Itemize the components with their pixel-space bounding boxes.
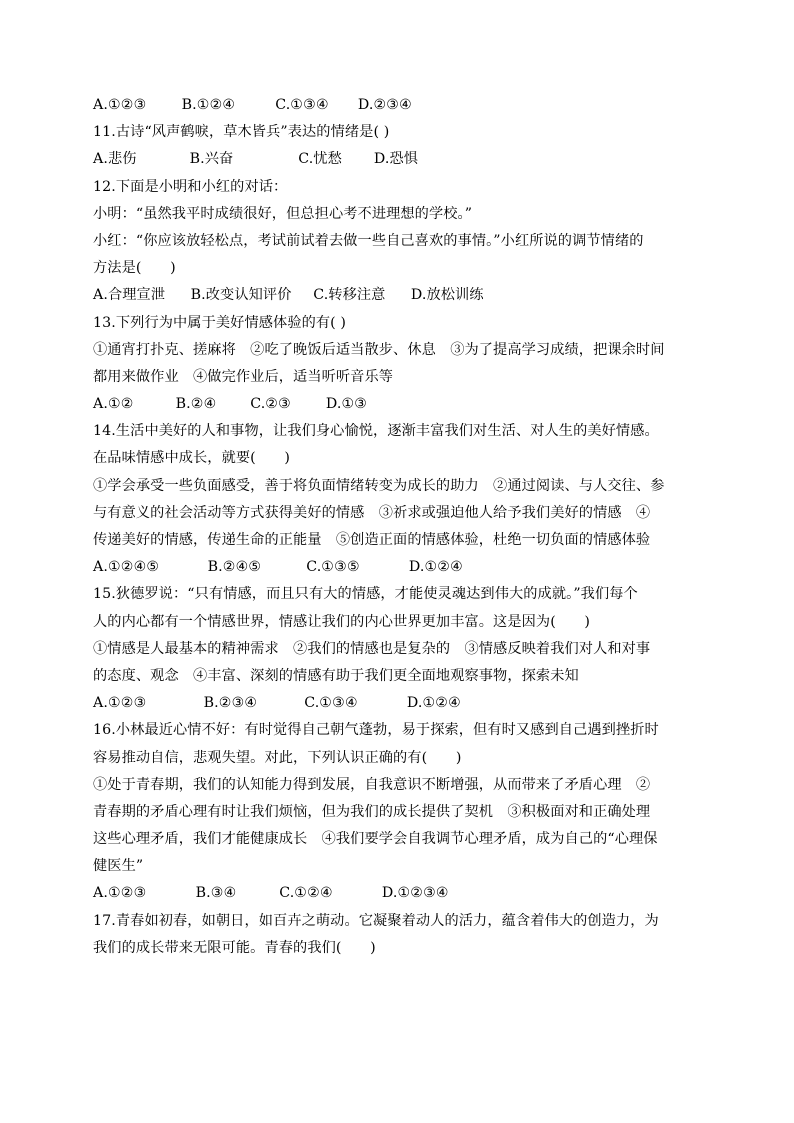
option-b: B.②③④ (203, 695, 258, 712)
option-d: D.①②④ (406, 695, 461, 712)
dialogue-xiaohong: 小红：“你应该放轻松点，考试前试着去做一些自己喜欢的事情。”小红所说的调节情绪的 (93, 232, 644, 249)
option-b: B.①②④ (181, 97, 236, 113)
option-c: C.①③④ (304, 695, 358, 712)
option-d: D.①③ (325, 396, 368, 413)
question-14-items-2: 与有意义的社会活动等方式获得美好的情感 ③祈求或强迫他人给予我们美好的情感 ④ (93, 504, 651, 521)
option-a: A.合理宣泄 (93, 287, 166, 304)
question-14-items-3: 传递美好的情感，传递生命的正能量 ⑤创造正面的情感体验，杜绝一切负面的情感体验 (93, 532, 651, 548)
question-16-items-2: 青春期的矛盾心理有时让我们烦恼，但为我们的成长提供了契机 ③积极面对和正确处理 (93, 803, 651, 820)
option-b: B.改变认知评价 (190, 287, 292, 304)
question-13: 13.下列行为中属于美好情感体验的有( ) (93, 314, 347, 331)
option-d: D.①②③④ (381, 885, 449, 902)
question-14-stem: 在品味情感中成长，就要( ) (93, 450, 291, 467)
options-q13 (93, 391, 713, 418)
question-17-stem: 我们的成长带来无限可能。青春的我们( ) (93, 939, 376, 956)
question-15-stem: 人的内心都有一个情感世界，情感让我们的内心世界更加丰富。这是因为( ) (93, 613, 591, 630)
option-c: C.①③⑤ (306, 559, 360, 576)
option-b: B.②④⑤ (207, 559, 262, 576)
question-17: 17.青春如初春，如朝日，如百卉之萌动。它凝聚着动人的活力，蕴含着伟大的创造力，为 (93, 912, 659, 929)
option-a: A.悲伤 (93, 151, 137, 168)
options-q10 (93, 92, 713, 119)
option-c: C.②③ (250, 396, 291, 413)
options-q15 (93, 690, 713, 717)
option-a: A.①②④⑤ (93, 559, 160, 576)
question-16-stem: 容易推动自信，悲观失望。对此，下列认识正确的有( ) (93, 749, 462, 766)
option-c: C.忧愁 (298, 151, 342, 168)
option-b: B.②④ (175, 396, 217, 413)
option-d: D.放松训练 (410, 287, 484, 304)
question-12: 12.下面是小明和小红的对话： (93, 178, 288, 195)
options-q16 (93, 880, 713, 907)
question-16-items-1: ①处于青春期，我们的认知能力得到发展，自我意识不断增强，从而带来了矛盾心理 ② (93, 776, 651, 793)
option-c: C.转移注意 (313, 287, 386, 304)
option-a: A.①②③ (93, 885, 147, 902)
question-12-stem: 方法是( ) (93, 260, 176, 277)
option-c: C.①③④ (275, 97, 329, 113)
options-q11 (93, 146, 713, 173)
option-b: B.兴奋 (189, 151, 234, 168)
options-q12 (93, 282, 713, 309)
option-a: A.①②③ (93, 695, 147, 712)
question-13-items: ①通宵打扑克、搓麻将 ②吃了晚饭后适当散步、休息 ③为了提高学习成绩，把课余时间 (93, 341, 665, 358)
option-d: D.②③④ (357, 97, 412, 113)
options-q14 (93, 554, 713, 581)
question-15: 15.狄德罗说：“只有情感，而且只有大的情感，才能使灵魂达到伟大的成就。”我们每个 (93, 586, 638, 603)
option-a: A.①②③ (93, 97, 147, 113)
question-11: 11.古诗“风声鹤唳，草木皆兵”表达的情绪是( ) (93, 124, 390, 141)
option-c: C.①②④ (279, 885, 333, 902)
question-13-items-cont: 都用来做作业 ④做完作业后，适当听听音乐等 (93, 368, 394, 385)
question-16-items-3: 这些心理矛盾，我们才能健康成长 ④我们要学会自我调节心理矛盾，成为自己的“心理保 (93, 831, 658, 848)
question-14: 14.生活中美好的人和事物，让我们身心愉悦，逐渐丰富我们对生活、对人生的美好情感。 (93, 423, 659, 440)
option-b: B.③④ (195, 885, 237, 902)
question-15-items-2: 的态度、观念 ④丰富、深刻的情感有助于我们更全面地观察事物，探索未知 (93, 667, 579, 684)
option-d: D.①②④ (408, 559, 463, 576)
dialogue-xiaoming: 小明：“虽然我平时成绩很好，但总担心考不进理想的学校。” (93, 205, 473, 222)
option-d: D.恐惧 (373, 151, 419, 168)
question-14-items-1: ①学会承受一些负面感受，善于将负面情绪转变为成长的助力 ②通过阅读、与人交往、参 (93, 477, 665, 494)
exam-page (93, 92, 713, 962)
question-16-items-4: 健医生” (93, 858, 144, 875)
option-a: A.①② (93, 396, 134, 413)
question-15-items-1: ①情感是人最基本的精神需求 ②我们的情感也是复杂的 ③情感反映着我们对人和对事 (93, 640, 651, 657)
question-16: 16.小林最近心情不好：有时觉得自己朝气蓬勃，易于探索，但有时又感到自己遇到挫折时 (93, 722, 659, 739)
